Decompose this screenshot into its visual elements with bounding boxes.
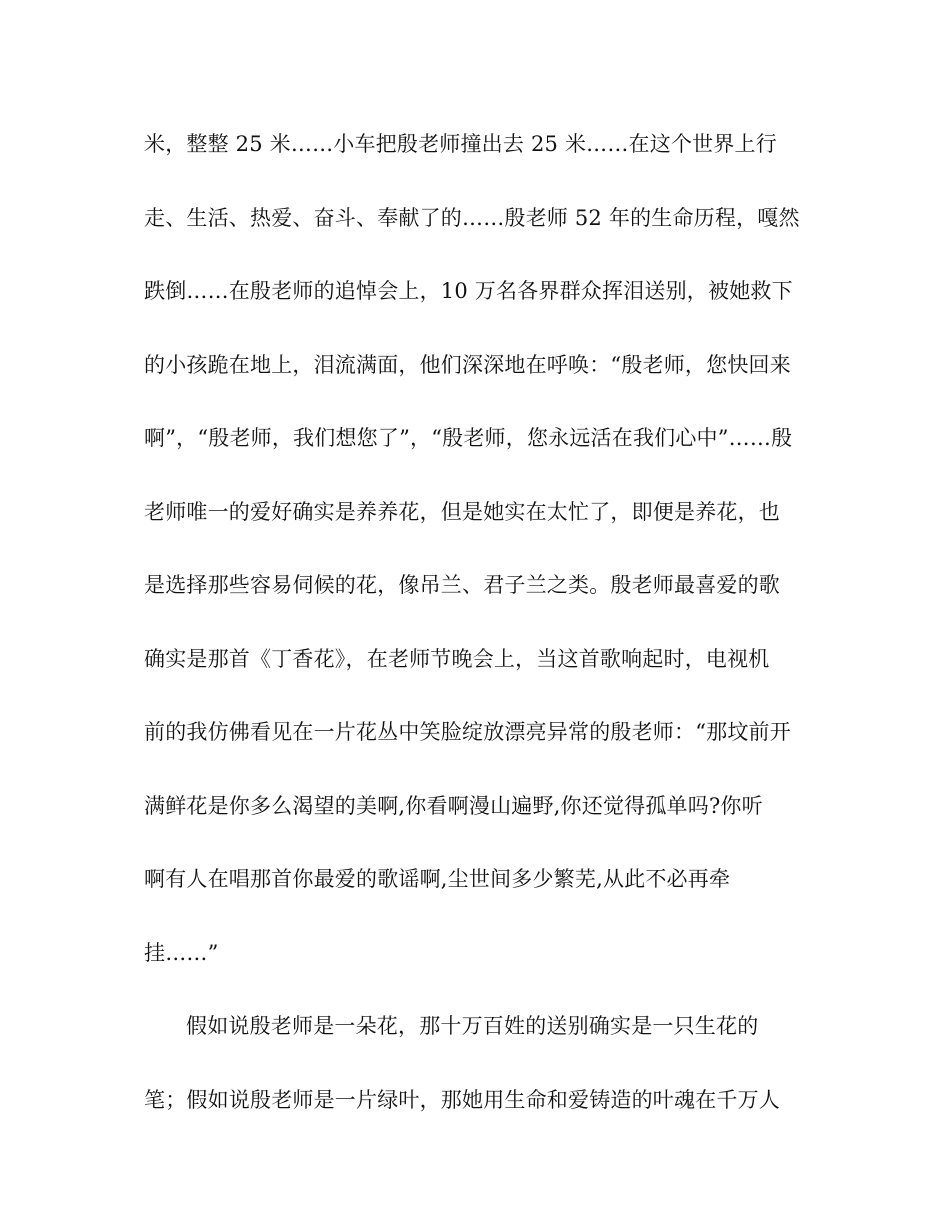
text-line: 老师唯一的爱好确实是养养花，但是她实在太忙了，即便是养花，也 [144, 499, 780, 524]
paragraph-first-line: 假如说殷老师是一朵花，那十万百姓的送别确实是一只生花的 [186, 1014, 759, 1038]
text-line: 笔；假如说殷老师是一片绿叶，那她用生命和爱铸造的叶魂在千万人 [144, 1087, 780, 1112]
text-line: 走、生活、热爱、奋斗、奉献了的……殷老师 52 年的生命历程，嘎然 [144, 205, 800, 230]
text-line: 满鲜花是你多么渴望的美啊,你看啊漫山遍野,你还觉得孤单吗?你听 [144, 793, 763, 818]
text-line: 啊”，“殷老师，我们想您了”，“殷老师，您永远活在我们心中”……殷 [144, 426, 793, 450]
text-line: 啊有人在唱那首你最爱的歌谣啊,尘世间多少繁芜,从此不必再牵 [144, 867, 731, 891]
text-line: 挂……” [144, 940, 219, 965]
text-line: 确实是那首《丁香花》，在老师节晚会上，当这首歌响起时，电视机 [144, 646, 770, 671]
text-line: 前的我仿佛看见在一片花丛中笑脸绽放漂亮异常的殷老师：“那坟前开 [144, 720, 791, 744]
text-line: 跌倒……在殷老师的追悼会上，10 万名各界群众挥泪送别，被她救下 [144, 279, 793, 303]
text-line: 米，整整 25 米……小车把殷老师撞出去 25 米……在这个世界上行 [144, 132, 777, 156]
text-line: 的小孩跪在地上，泪流满面，他们深深地在呼唤：“殷老师，您快回来 [144, 352, 791, 377]
body-text [144, 122, 814, 1151]
text-line: 是选择那些容易伺候的花，像吊兰、君子兰之类。殷老师最喜爱的歌 [144, 573, 780, 597]
